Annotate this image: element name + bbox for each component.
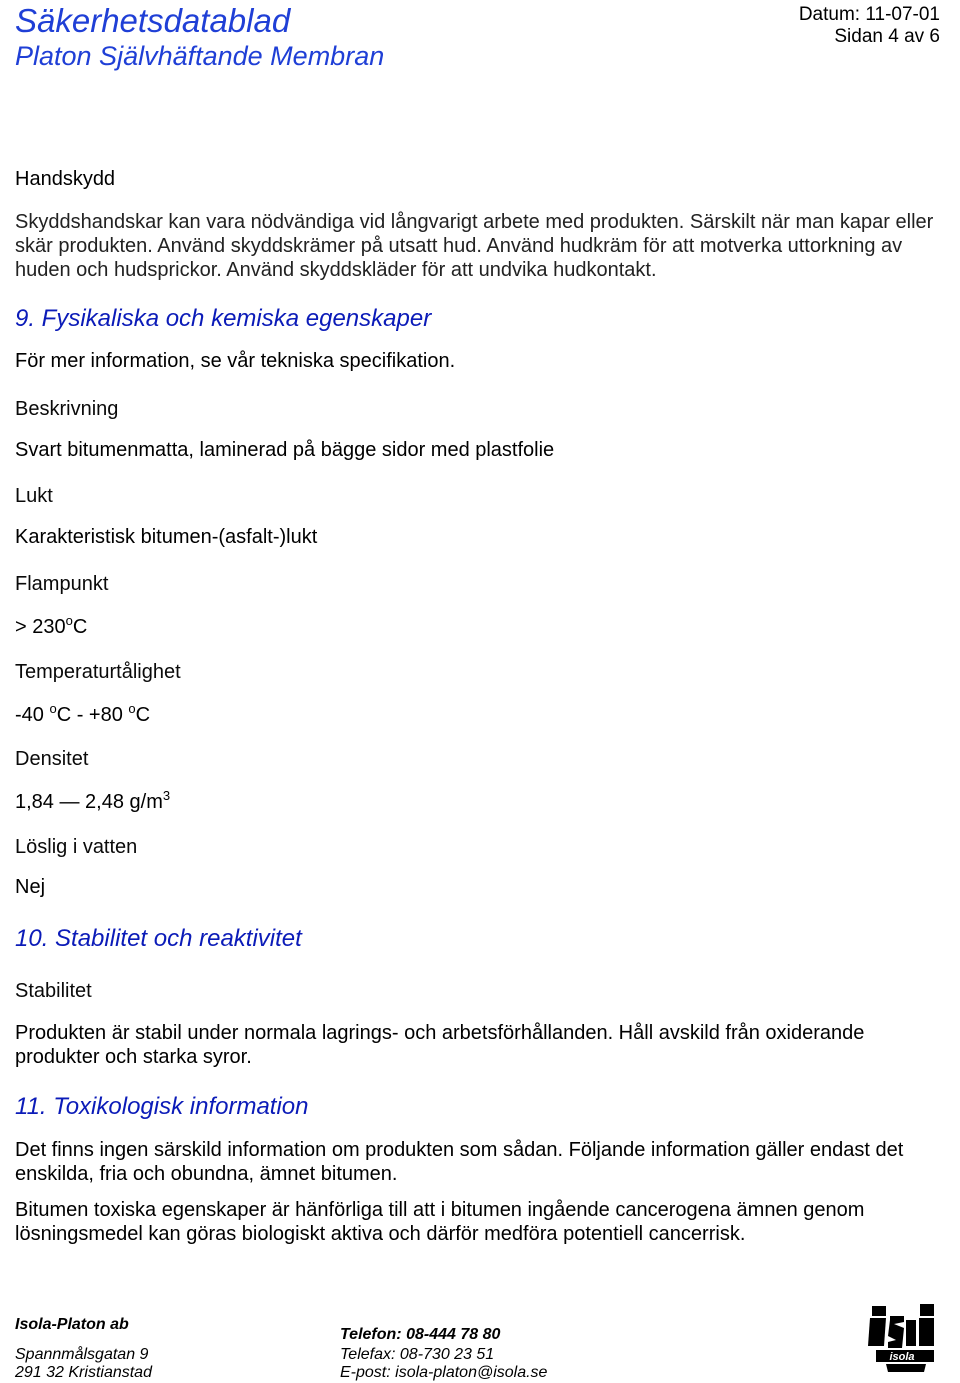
section-9-intro: För mer information, se vår tekniska specifikation.: [15, 350, 456, 372]
footer-phone: Telefon: 08-444 78 80: [340, 1326, 501, 1343]
field-value-loslig-i-vatten: Nej: [15, 876, 46, 898]
stabilitet-text: Produkten är stabil under normala lagrings- och arbetsförhållanden. Håll avskild från oxiderande produkter och starka syror.: [15, 1022, 865, 1068]
footer-address-street: Spannmålsgatan 9: [15, 1346, 149, 1363]
toxikologisk-text-1: Det finns ingen särskild information om produkten som sådan. Följande information gäller endast det enskilda, fria och obundna, ämnet bitumen.: [15, 1139, 904, 1185]
field-value-densitet: 1,84 — 2,48 $g/m^3$: [15, 788, 171, 813]
document-title: Säkerhetsdatablad: [15, 2, 291, 39]
footer-fax: Telefax: 08-730 23 51: [340, 1346, 495, 1363]
isola-logo-graphic: [864, 1302, 940, 1374]
field-label-flampunkt: Flampunkt: [15, 573, 109, 595]
field-value-lukt: Karakteristisk bitumen-(asfalt-)lukt: [15, 526, 318, 548]
handskydd-text: Skyddshandskar kan vara nödvändiga vid långvarigt arbete med produkten. Särskilt när man kapar eller skär produkten. Använd skyddskrämer på utsatt hud. Använd hudkräm för att motverka uttorkning av huden och hudsprickor. Använd skyddskläder för att undvika hudkontakt.: [15, 211, 934, 281]
handskydd-heading: Handskydd: [15, 168, 116, 190]
field-value-temperaturtalighet: -40 $^o$C - +80 $^o$C: [15, 701, 151, 726]
field-label-loslig-i-vatten: Löslig i vatten: [15, 836, 138, 858]
field-label-beskrivning: Beskrivning: [15, 398, 119, 420]
document-date: Datum: 11-07-01: [798, 4, 940, 25]
footer-email: E-post: isola-platon@isola.se: [340, 1364, 548, 1381]
field-label-temperaturtalighet: Temperaturtålighet: [15, 661, 181, 683]
page-number: Sidan 4 av 6: [834, 26, 940, 47]
field-value-flampunkt: > $230^oC$: [15, 613, 88, 638]
section-9-heading: 9. Fysikaliska och kemiska egenskaper: [15, 305, 432, 332]
section-10-heading: 10. Stabilitet och reaktivitet: [15, 925, 302, 952]
stabilitet-heading: Stabilitet: [15, 980, 92, 1002]
section-11-heading: 11. Toxikologisk information: [15, 1093, 309, 1120]
footer-company: Isola-Platon ab: [15, 1316, 129, 1333]
field-value-beskrivning: Svart bitumenmatta, laminerad på bägge sidor med plastfolie: [15, 439, 555, 461]
field-label-densitet: Densitet: [15, 748, 89, 770]
field-label-lukt: Lukt: [15, 485, 53, 507]
toxikologisk-text-2: Bitumen toxiska egenskaper är hänförliga till att i bitumen ingående cancerogena ämnen genom lösningsmedel kan göras biologiskt aktiva och därför medföra potentiell cancerrisk.: [15, 1199, 865, 1245]
product-name: Platon Självhäftande Membran: [15, 41, 385, 71]
isola-logo-text: isola: [889, 1351, 915, 1363]
footer-address-city: 291 32 Kristianstad: [15, 1364, 152, 1381]
isola-logo: [864, 1302, 940, 1374]
